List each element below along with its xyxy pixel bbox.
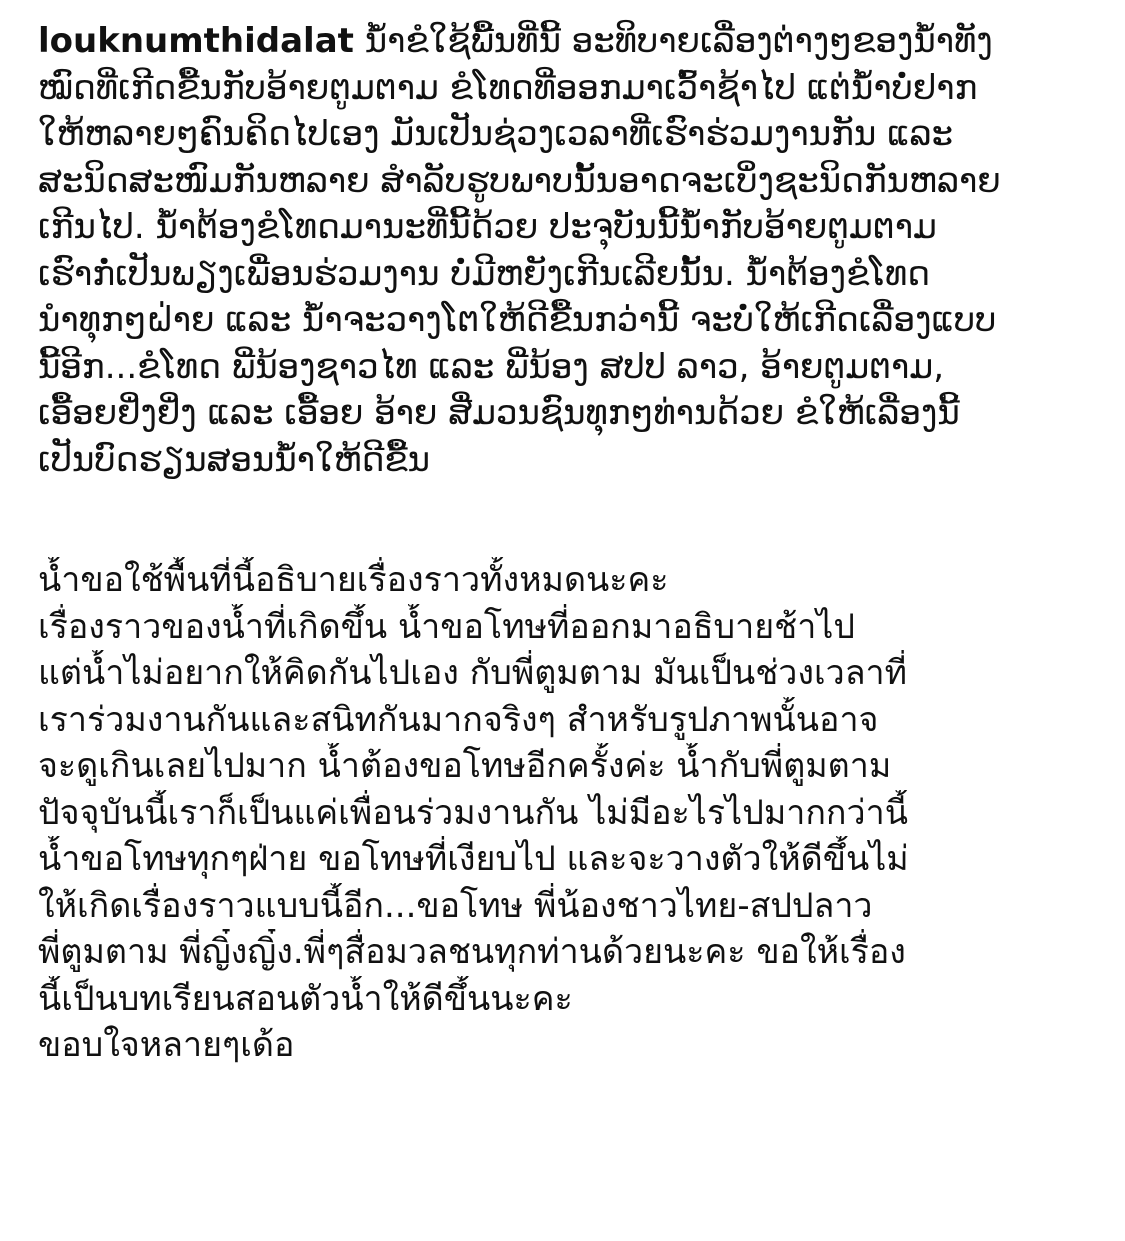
lao-caption-line: ເປັນບົດຮຽນສອນນ້ຳໃຫ້ດີຂື້ນ xyxy=(38,439,430,480)
post-caption xyxy=(38,18,1088,1069)
lao-caption-text: ນ້ຳຂໍໃຊ້ພື້ນທີ່ນີ້ ອະທິບາຍເລື່ອງຕ່າງໆຂອງນ້ຳທັງ xyxy=(353,21,993,61)
lao-caption-line xyxy=(38,18,1088,65)
thai-caption-line: ขอบใจหลายๆเด้อ xyxy=(38,1025,295,1065)
thai-caption-line: เรื่องราวของน้ำที่เกิดขึ้น น้ำขอโทษที่ออกมาอธิบายช้าไป xyxy=(38,606,855,647)
lao-caption-line: ນຳທຸກໆຝ່າຍ ແລະ ນ້ຳຈະວາງໂຕໃຫ້ດີຂື້ນກວ່ານີ້ ຈະບໍ່ໃຫ້ເກີດເລື່ອງແບບ xyxy=(38,300,997,340)
lao-caption-line: ໃຫ້ຫລາຍໆຄົນຄິດໄປເອງ ມັນເປັນຊ່ວງເວລາທີ່ເຮົາຮ່ວມງານກັນ ແລະ xyxy=(38,114,954,154)
thai-caption-line: เราร่วมงานกันและสนิทกันมากจริงๆ สำหรับรูปภาพนั้นอาจ xyxy=(38,699,879,740)
thai-caption-line: น้ำขอโทษทุกๆฝ่าย ขอโทษที่เงียบไป และจะวางตัวให้ดีขึ้นไม่ xyxy=(38,839,909,879)
thai-caption-line: จะดูเกินเลยไปมาก น้ำต้องขอโทษอีกครั้งค่ะ น้ำกับพี่ตูมตาม xyxy=(38,746,892,786)
username[interactable]: louknumthidalat xyxy=(38,21,354,61)
thai-caption-line: ปัจจุบันนี้เราก็เป็นแค่เพื่อนร่วมงานกัน ไม่มีอะไรไปมากกว่านี้ xyxy=(38,792,908,833)
lao-caption-line: ເກີນໄປ. ນ້ຳຕ້ອງຂໍໂທດມານະທີ່ນີ້ດ້ວຍ ປະຈຸບັນນີ້ນ້ຳກັບອ້າຍຕູມຕາມ xyxy=(38,207,937,247)
thai-caption-line: ให้เกิดเรื่องราวแบบนี้อีก...ขอโทษ พี่น้องชาวไทย-สปปลาว xyxy=(38,885,873,926)
thai-caption-line: นี้เป็นบทเรียนสอนตัวน้ำให้ดีขึ้นนะคะ xyxy=(38,978,573,1019)
thai-caption-line: น้ำขอใช้พื้นที่นี้อธิบายเรื่องราวทั้งหมดนะคะ xyxy=(38,560,669,600)
thai-caption-line: พี่ตูมตาม พี่ญิ๋งญิ๋ง.พี่ๆสื่อมวลชนทุกท่านด้วยนะคะ ขอให้เรื่อง xyxy=(38,932,906,972)
lao-caption-line: ສະນິດສະໜົມກັນຫລາຍ ສຳລັບຮູບພາບນັ້ນອາດຈະເບິ່ງຊະນິດກັນຫລາຍ xyxy=(38,160,1001,201)
lao-caption-line: ນີ້ອີກ...ຂໍໂທດ ພີ່ນ້ອງຊາວໄທ ແລະ ພີ່ນ້ອງ ສປປ ລາວ, ອ້າຍຕູມຕາມ, xyxy=(38,346,944,387)
lao-caption-line: ເອື້ອຍຢິ່ງຢິ່ງ ແລະ ເອື້ອຍ ອ້າຍ ສື່ມວນຊົນທຸກໆທ່ານດ້ວຍ ຂໍໃຫ້ເລື່ອງນີ້ xyxy=(38,393,960,433)
thai-caption-line: แต่น้ำไม่อยากให้คิดกันไปเอง กับพี่ตูมตาม มันเป็นช่วงเวลาที่ xyxy=(38,653,908,693)
paragraph-gap xyxy=(38,483,1088,557)
lao-caption-line: ເຮົາກໍ່ເປັນພຽງເພື່ອນຮ່ວມງານ ບໍ່ມີຫຍັງເກີນເລີຍນັ້ນ. ນ້ຳຕ້ອງຂໍໂທດ xyxy=(38,253,930,294)
lao-caption-line: ໝົດທີ່ເກີດຂື້ນກັບອ້າຍຕູມຕາມ ຂໍໂທດທີ່ອອກມາເວົ້າຊ້າໄປ ແຕ່ນ້ຳບໍ່ຢາກ xyxy=(38,67,978,108)
